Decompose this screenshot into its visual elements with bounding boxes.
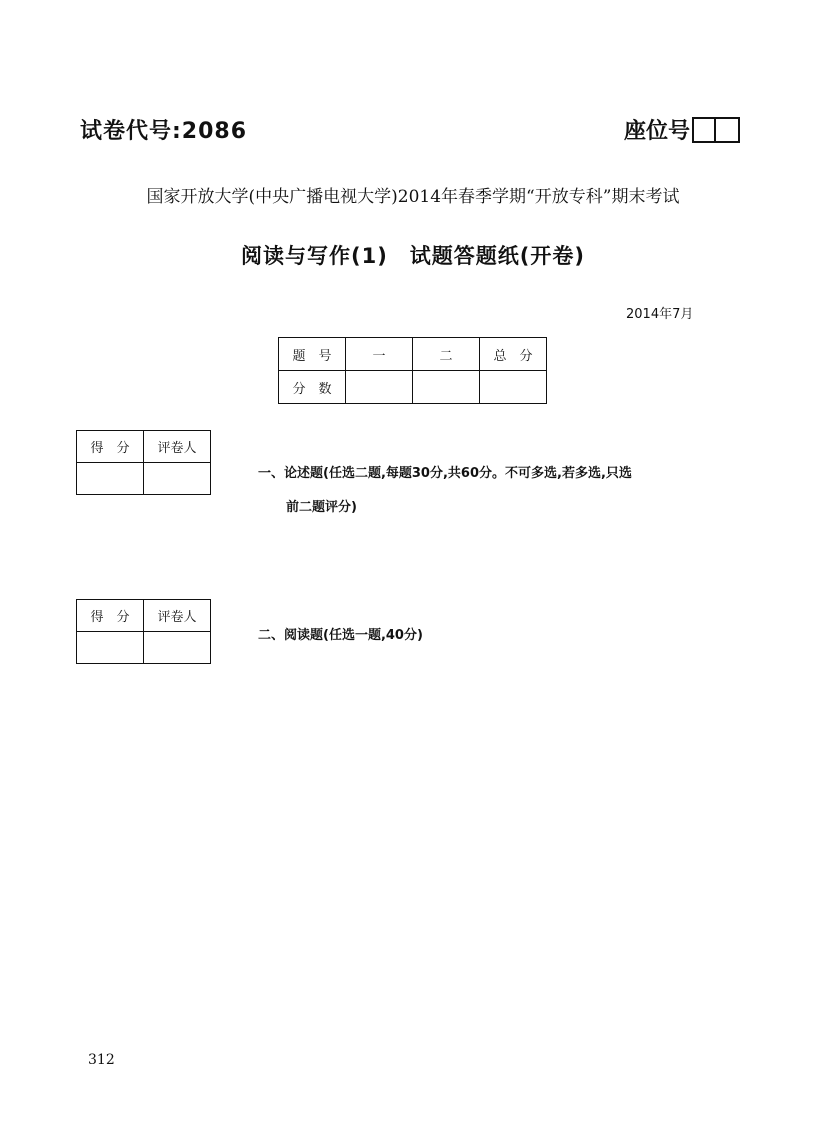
table-cell [144,463,211,495]
paper-code: 试卷代号:2086 [80,119,248,144]
seat-label: 座位号 [624,119,691,144]
table-cell [413,371,480,404]
seat-boxes [692,117,740,143]
seat-box [692,117,716,143]
table-cell [480,371,547,404]
exam-date: 2014年7月 [626,307,694,322]
table-cell [346,371,413,404]
table-cell: 二 [413,338,480,371]
table-row [77,600,211,632]
score-label: 得 分 [77,600,144,632]
table-row [77,632,211,664]
grader-table-1 [76,430,211,495]
score-label: 得 分 [77,431,144,463]
question-1-line-2: 前二题评分) [286,500,357,515]
grader-table-2 [76,599,211,664]
table-cell [77,632,144,664]
page-number: 312 [88,1052,115,1068]
score-table [278,337,547,404]
table-row [279,371,547,404]
table-cell [144,632,211,664]
table-cell: 一 [346,338,413,371]
question-2: 二、阅读题(任选一题,40分) [258,628,423,643]
paper-title: 阅读与写作(1) 试题答题纸(开卷) [240,244,585,268]
seat-number [624,114,740,145]
table-cell: 总 分 [480,338,547,371]
question-1-line-1: 一、论述题(任选二题,每题30分,共60分。不可多选,若多选,只选 [258,466,632,481]
table-cell: 题 号 [279,338,346,371]
seat-box [716,117,740,143]
table-row [77,431,211,463]
table-cell: 分 数 [279,371,346,404]
question-1 [258,457,758,525]
exam-title: 国家开放大学(中央广播电视大学)2014年春季学期“开放专科”期末考试 [146,187,680,207]
grader-label: 评卷人 [144,600,211,632]
table-row [279,338,547,371]
grader-label: 评卷人 [144,431,211,463]
table-row [77,463,211,495]
table-cell [77,463,144,495]
